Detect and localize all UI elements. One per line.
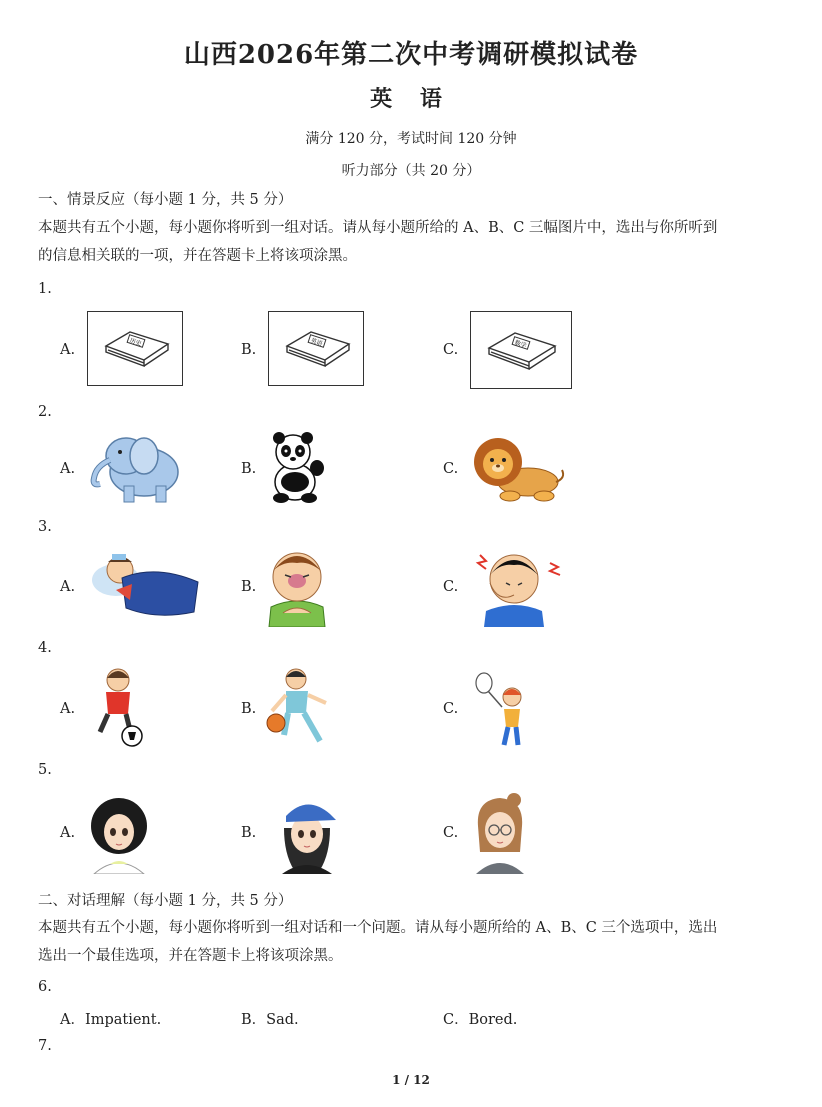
listening-part-heading: 听力部分（共 20 分）: [341, 163, 481, 179]
soccer-boy-icon: [86, 666, 148, 748]
question-number: 7.: [38, 1038, 52, 1054]
svg-text:历史: 历史: [128, 337, 143, 348]
option-c: C．Bored.: [443, 1012, 518, 1028]
option-label: C.: [443, 701, 459, 717]
section1-instructions: 本题共有五个小题，每小题你将听到一组对话。请从每小题所给的 A、B、C 三幅图片中，选出与你所听到 的信息相关联的一项，并在答题卡上将该项涂黑。: [38, 220, 718, 264]
girl-cap-icon: [274, 792, 340, 874]
option-label: A.: [60, 579, 76, 595]
elephant-icon: [86, 430, 186, 506]
section2-heading: 二、对话理解（每小题 1 分，共 5 分）: [38, 893, 293, 909]
option-b: B．Sad.: [241, 1012, 299, 1028]
question-number: 4.: [38, 640, 52, 656]
section1-heading: 一、情景反应（每小题 1 分，共 5 分）: [38, 192, 293, 208]
book-english-picture: [268, 311, 364, 386]
option-label: A.: [60, 461, 76, 477]
lion-icon: [470, 432, 566, 504]
svg-text:数学: 数学: [513, 339, 528, 350]
option-label: C.: [443, 825, 459, 841]
book-math-picture: [470, 311, 572, 389]
subject-title: 英 语: [370, 86, 452, 112]
option-a: A．Impatient.: [60, 1012, 162, 1028]
option-label: C.: [443, 342, 459, 358]
option-label: A.: [60, 701, 76, 717]
headache-boy-icon: [470, 545, 570, 627]
panda-icon: [265, 432, 329, 504]
question-number: 1.: [38, 281, 52, 297]
section2-instructions: 本题共有五个小题，每小题你将听到一组对话和一个问题。请从每小题所给的 A、B、C 三个选项中，选出 选出一个最佳选项，并在答题卡上将该项涂黑。: [38, 920, 718, 964]
sneezing-boy-icon: [265, 547, 329, 627]
girl-curly-hair-icon: [88, 792, 150, 874]
girl-glasses-icon: [470, 790, 530, 874]
option-label: B.: [241, 461, 257, 477]
option-label: C.: [443, 579, 459, 595]
question-number: 2.: [38, 404, 52, 420]
option-label: B.: [241, 342, 257, 358]
option-label: C.: [443, 461, 459, 477]
option-label: B.: [241, 825, 257, 841]
exam-info: 满分 120 分，考试时间 120 分钟: [305, 131, 517, 147]
page-title: 山西2026年第二次中考调研模拟试卷: [183, 40, 639, 70]
basketball-boy-icon: [264, 665, 334, 749]
svg-text:英语: 英语: [309, 337, 324, 348]
question-number: 3.: [38, 519, 52, 535]
option-label: B.: [241, 579, 257, 595]
badminton-boy-icon: [472, 671, 534, 751]
page-number: 1 / 12: [392, 1073, 430, 1087]
sick-in-bed-icon: [86, 546, 204, 622]
option-label: B.: [241, 701, 257, 717]
question-number: 5.: [38, 762, 52, 778]
question-number: 6.: [38, 979, 52, 995]
option-label: A.: [60, 342, 76, 358]
book-history-picture: [87, 311, 183, 386]
option-label: A.: [60, 825, 76, 841]
